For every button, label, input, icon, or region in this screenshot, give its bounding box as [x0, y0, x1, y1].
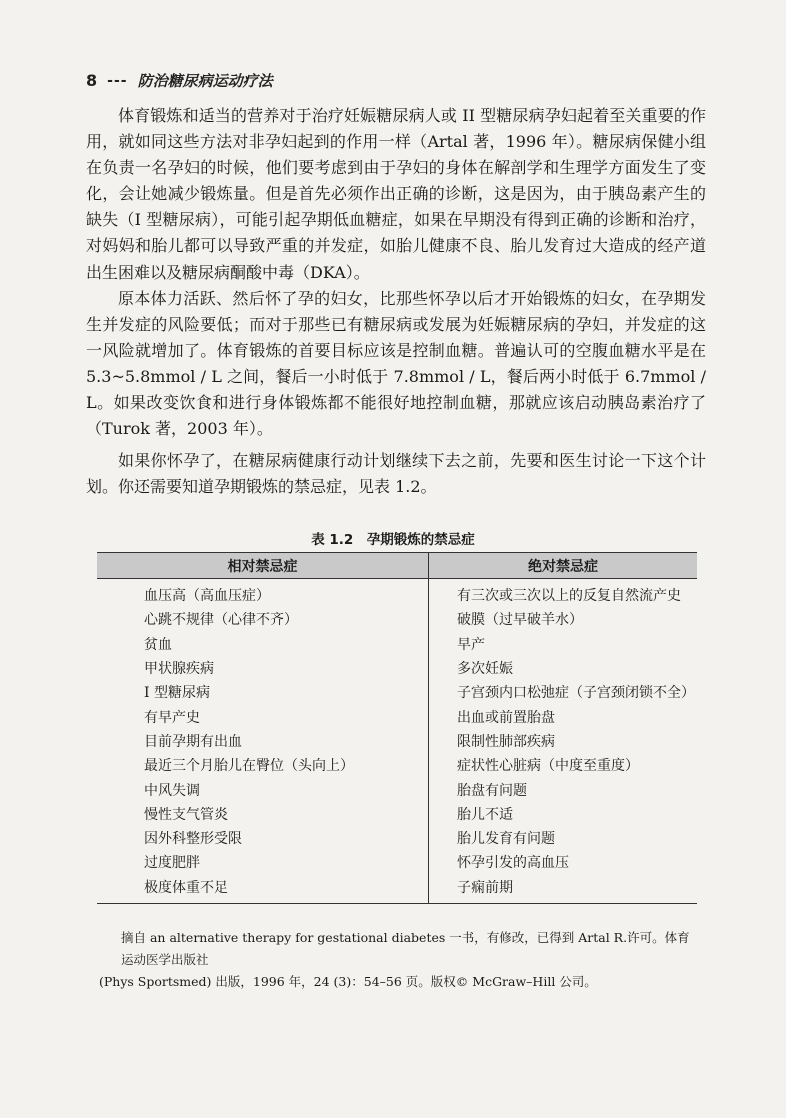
- relative-cell: 心跳不规律（心律不齐）: [97, 607, 429, 631]
- table-row: [97, 802, 697, 826]
- page-number: 8: [86, 71, 98, 90]
- relative-cell: 甲状腺疾病: [97, 656, 429, 680]
- paragraph-3: 如果你怀孕了，在糖尿病健康行动计划继续下去之前，先要和医生讨论一下这个计划。你还需要知道孕期锻炼的禁忌症，见表 1.2。: [86, 451, 706, 497]
- absolute-cell: 症状性心脏病（中度至重度）: [457, 758, 639, 775]
- table-row: [97, 850, 697, 874]
- relative-cell: 过度肥胖: [97, 850, 429, 874]
- absolute-cell: 胎盘有问题: [457, 782, 527, 799]
- header-relative: 相对禁忌症: [97, 553, 429, 579]
- absolute-cell: 胎儿不适: [457, 806, 513, 823]
- body-text: [86, 103, 706, 500]
- table-row: [97, 777, 697, 801]
- table-row: [97, 729, 697, 753]
- table-row: [97, 680, 697, 704]
- absolute-cell: 子痫前期: [457, 879, 513, 896]
- absolute-cell: 怀孕引发的高血压: [457, 855, 569, 872]
- table-row: [97, 607, 697, 631]
- book-title: 防治糖尿病运动疗法: [137, 72, 273, 90]
- contraindications-table: [97, 552, 697, 904]
- source-note-line-2: (Phys Sportsmed) 出版，1996 年，24 (3)：54–56 页。版权© McGraw–Hill 公司。: [99, 974, 597, 989]
- relative-cell: 最近三个月胎儿在臀位（头向上）: [97, 753, 429, 777]
- relative-cell: 有早产史: [97, 704, 429, 728]
- absolute-cell: 子宫颈内口松弛症（子宫颈闭锁不全）: [457, 685, 695, 702]
- table-row: [97, 826, 697, 850]
- table-source-note: [99, 927, 699, 993]
- relative-cell: 极度体重不足: [97, 875, 429, 903]
- header-rule: ---: [107, 72, 128, 89]
- table-row: [97, 579, 697, 608]
- table-row: [97, 753, 697, 777]
- absolute-cell: 有三次或三次以上的反复自然流产史: [457, 588, 681, 605]
- table-caption: 表 1.2 孕期锻炼的禁忌症: [311, 532, 475, 548]
- absolute-cell: 破膜（过早破羊水）: [457, 612, 583, 629]
- source-note-line-1: 摘自 an alternative therapy for gestational diabetes 一书，有修改，已得到 Artal R.许可。体育运动医学出版社: [121, 930, 690, 967]
- relative-cell: 贫血: [97, 632, 429, 656]
- table-row: [97, 704, 697, 728]
- absolute-cell: 胎儿发育有问题: [457, 831, 555, 848]
- table-header-row: [97, 553, 697, 579]
- relative-cell: I 型糖尿病: [97, 680, 429, 704]
- absolute-cell: 早产: [457, 636, 485, 653]
- relative-cell: 目前孕期有出血: [97, 729, 429, 753]
- absolute-cell: 多次妊娠: [457, 661, 513, 678]
- table-row: [97, 875, 697, 903]
- paragraph-1: 体育锻炼和适当的营养对于治疗妊娠糖尿病人或 II 型糖尿病孕妇起着至关重要的作用，就如同这些方法对非孕妇起到的作用一样（Artal 著，1996 年）。糖尿病保健小组在负责一名孕妇的时候，他们要考虑到由于孕妇的身体在解剖学和生理学方面发生了变化，会让她减少锻炼量。但是首先必须作出正确的诊断，这是因为，由于胰岛素产生的缺失（I 型糖尿病），可能引起孕期低血糖症，如果在早期没有得到正确的诊断和治疗，对妈妈和胎儿都可以导致严重的并发症，如胎儿健康不良、胎儿发育过大造成的经产道出生困难以及糖尿病酮酸中毒（DKA）。: [86, 106, 706, 282]
- relative-cell: 中风失调: [97, 777, 429, 801]
- paragraph-2: 原本体力活跃、然后怀了孕的妇女，比那些怀孕以后才开始锻炼的妇女，在孕期发生并发症的风险要低；而对于那些已有糖尿病或发展为妊娠糖尿病的孕妇，并发症的这一风险就增加了。体育锻炼的首要目标应该是控制血糖。普遍认可的空腹血糖水平是在 5.3~5.8mmol / L 之间，餐后一小时低于 7.8mmol / L，餐后两小时低于 6.7mmol / L。如果改变饮食和进行身体锻炼都不能很好地控制血糖，那就应该启动胰岛素治疗了（Turok 著，2003 年）。: [86, 288, 706, 439]
- table-row: [97, 656, 697, 680]
- table-row: [97, 632, 697, 656]
- absolute-cell: 出血或前置胎盘: [457, 709, 555, 726]
- header-absolute: 绝对禁忌症: [429, 553, 698, 579]
- relative-cell: 慢性支气管炎: [97, 802, 429, 826]
- relative-cell: 血压高（高血压症）: [97, 579, 429, 608]
- absolute-cell: 限制性肺部疾病: [457, 733, 555, 750]
- running-header: [86, 70, 273, 91]
- relative-cell: 因外科整形受限: [97, 826, 429, 850]
